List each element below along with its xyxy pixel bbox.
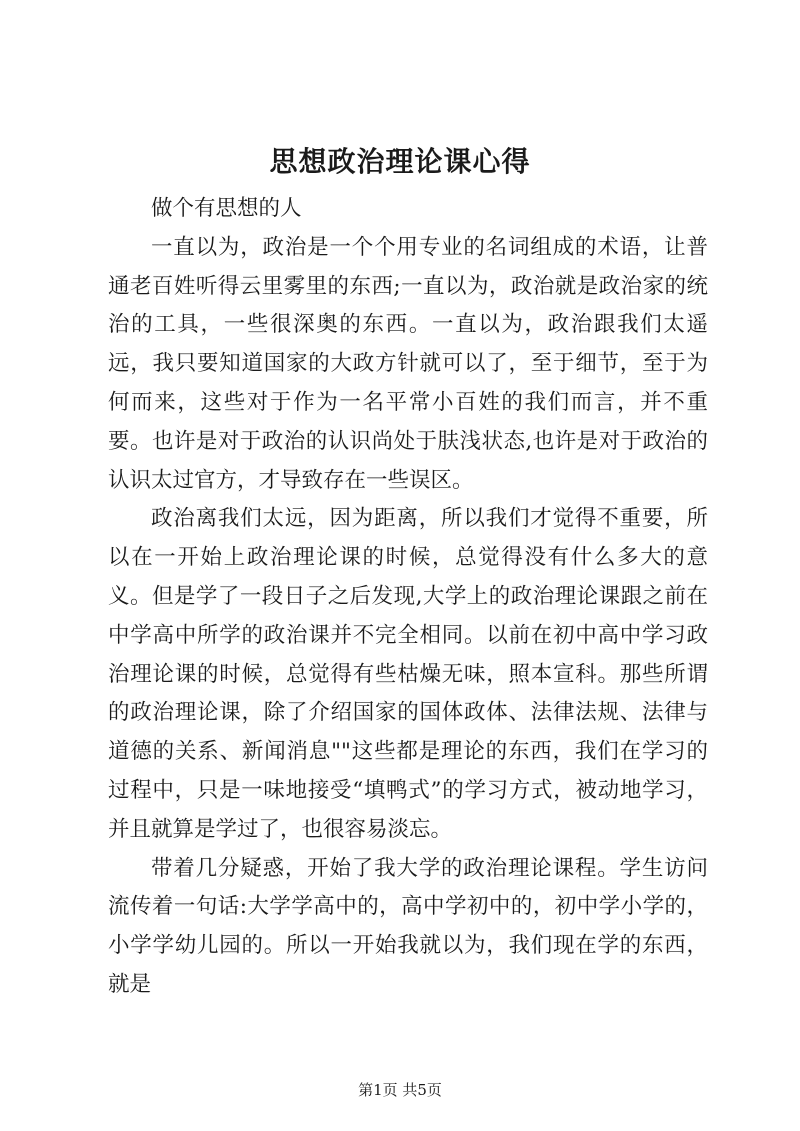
paragraph: 带着几分疑惑，开始了我大学的政治理论课程。学生访问流传着一句话:大学学高中的，高中学初中的，初中学小学的，小学学幼儿园的。所以一开始我就以为，我们现在学的东西，就是 (108, 855, 708, 997)
paragraph: 政治离我们太远，因为距离，所以我们才觉得不重要，所以在一开始上政治理论课的时候，总觉得没有什么多大的意义。但是学了一段日子之后发现,大学上的政治理论课跟之前在中学高中所学的政治课并不完全相同。以前在初中高中学习政治理论课的时候，总觉得有些枯燥无味，照本宣科。那些所谓的政治理论课，除了介绍国家的国体政体、法律法规、法律与道德的关系、新闻消息""这些都是理论的东西，我们在学习的过程中，只是一味地接受“填鸭式”的学习方式，被动地学习，并且就算是学过了，也很容易淡忘。 (108, 506, 708, 842)
paragraph-subtitle: 做个有思想的人 (151, 196, 302, 221)
page-footer: 第1页 共5页 (358, 1081, 442, 1099)
document-body (108, 190, 708, 1005)
paragraph: 一直以为，政治是一个个用专业的名词组成的术语，让普通老百姓听得云里雾里的东西;一直以为，政治就是政治家的统治的工具，一些很深奥的东西。一直以为，政治跟我们太遥远，我只要知道国家的大政方针就可以了，至于细节，至于为何而来，这些对于作为一名平常小百姓的我们而言，并不重要。也许是对于政治的认识尚处于肤浅状态,也许是对于政治的认识太过官方，才导致存在一些误区。 (108, 234, 708, 493)
document-title: 思想政治理论课心得 (269, 145, 531, 178)
